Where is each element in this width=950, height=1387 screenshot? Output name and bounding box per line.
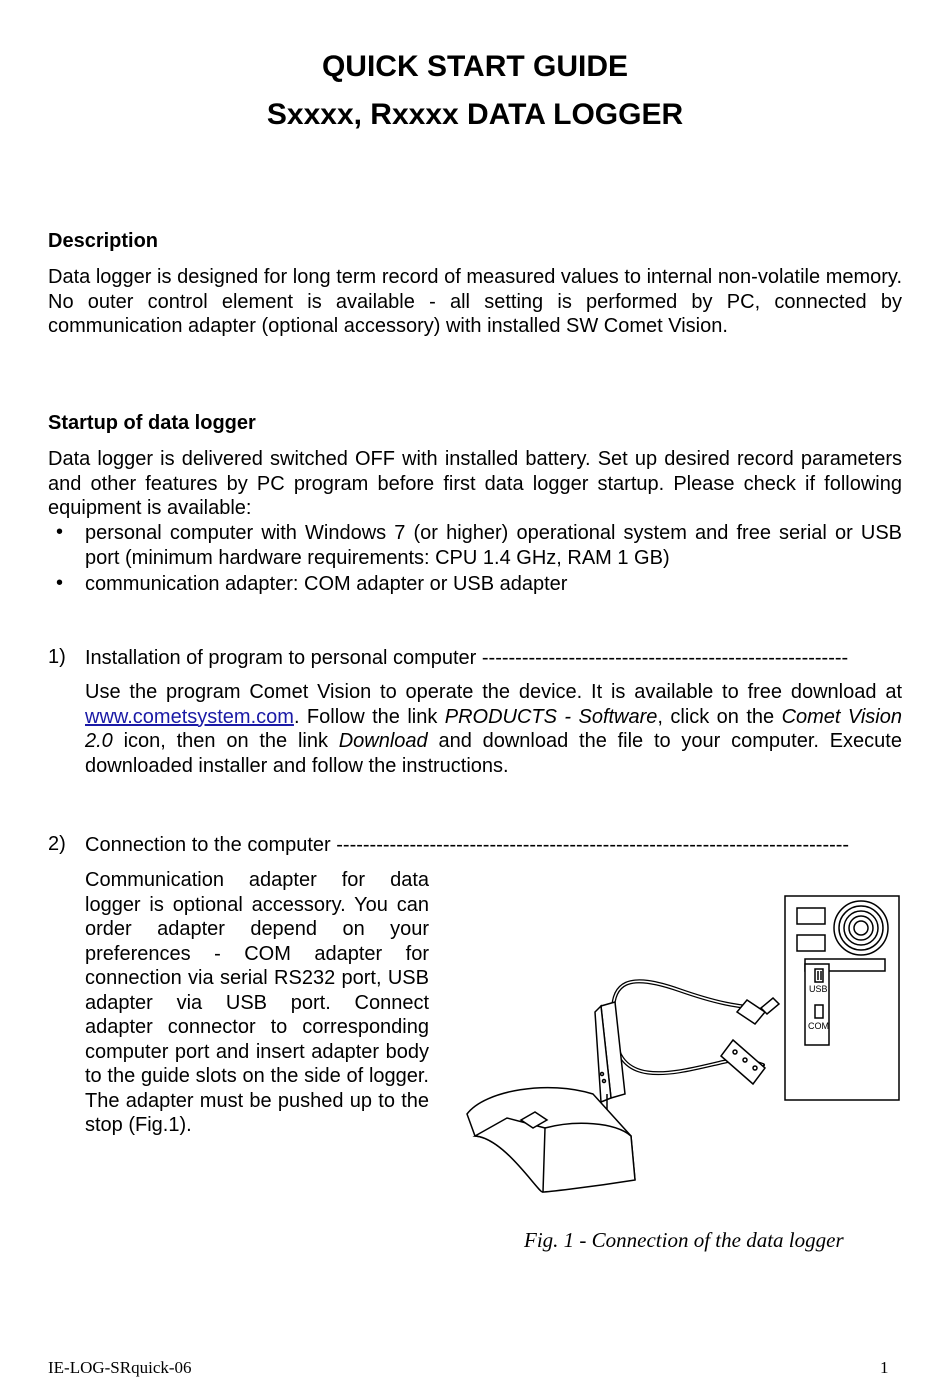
startup-text: Data logger is delivered switched OFF with installed battery. Set up desired record parameters and other features by PC program before first data logger startup. Please check if following equipment is available: (48, 448, 902, 519)
document-title: QUICK START GUIDE (321, 50, 629, 83)
page-number: 1 (880, 1358, 889, 1377)
download-label: Download (338, 730, 428, 752)
bullet-item-pc: personal computer with Windows 7 (or higher) operational system and free serial or USB port (minimum hardware requirements: CPU 1.4 GHz, RAM 1 GB) (85, 522, 902, 569)
section2-number: 2) (48, 833, 66, 855)
bullet-symbol: • (56, 521, 64, 543)
usb-plug (737, 1000, 765, 1024)
section1-text-a: Use the program Comet Vision to operate the device. It is available to free download at (85, 681, 902, 703)
com-plug (721, 1040, 765, 1084)
description-heading: Description (48, 230, 159, 252)
drive-bay-2 (797, 935, 825, 951)
products-software-label: PRODUCTS - Software (444, 705, 658, 728)
website-link[interactable]: www.cometsystem.com (85, 705, 294, 728)
drive-bay-1 (797, 908, 825, 924)
bullet-symbol: • (56, 572, 64, 594)
section1-heading: Installation of program to personal computer ------------------------------------------------------- (85, 647, 849, 669)
footer-doc-id: IE-LOG-SRquick-06 (48, 1358, 192, 1377)
section1-text-c: , click on the (657, 705, 775, 728)
section1-text-d: icon, then on the link (123, 730, 328, 752)
description-text: Data logger is designed for long term record of measured values to internal non-volatile memory. No outer control element is available - all setting is performed by PC, connected by communication adapter (optional accessory) with installed SW Comet Vision. (48, 266, 902, 337)
figure-caption: Fig. 1 - Connection of the data logger (524, 1228, 844, 1252)
section2-text: Communication adapter for data logger is optional accessory. You can order adapter depend on your preferences - COM adapter for connection via serial RS232 port, USB adapter via USB port. Connect adapter connector to corresponding computer port and insert adapter body to the guide slots on the side of logger. The adapter must be pushed up to the stop (Fig.1). (85, 869, 429, 1136)
usb-port-icon (815, 969, 823, 982)
section2-heading: Connection to the computer ----------------------------------------------------------------------------- (85, 834, 850, 856)
connection-diagram (465, 888, 905, 1200)
section1-number: 1) (48, 646, 66, 668)
section1-text-e: and download the file to your computer. Execute downloaded installer and follow the instructions. (85, 730, 902, 777)
startup-heading: Startup of data logger (48, 412, 256, 434)
usb-label: USB (809, 984, 828, 994)
bullet-item-adapter: communication adapter: COM adapter or USB adapter (85, 573, 568, 595)
section1-text-b: . Follow the link (293, 705, 438, 728)
comet-vision-label: Comet Vision 2.0 (85, 705, 902, 752)
document-subtitle: Sxxxx, Rxxxx DATA LOGGER (266, 98, 684, 131)
com-label: COM (808, 1021, 829, 1031)
section1-text (85, 680, 902, 778)
com-port-icon (815, 1005, 823, 1018)
